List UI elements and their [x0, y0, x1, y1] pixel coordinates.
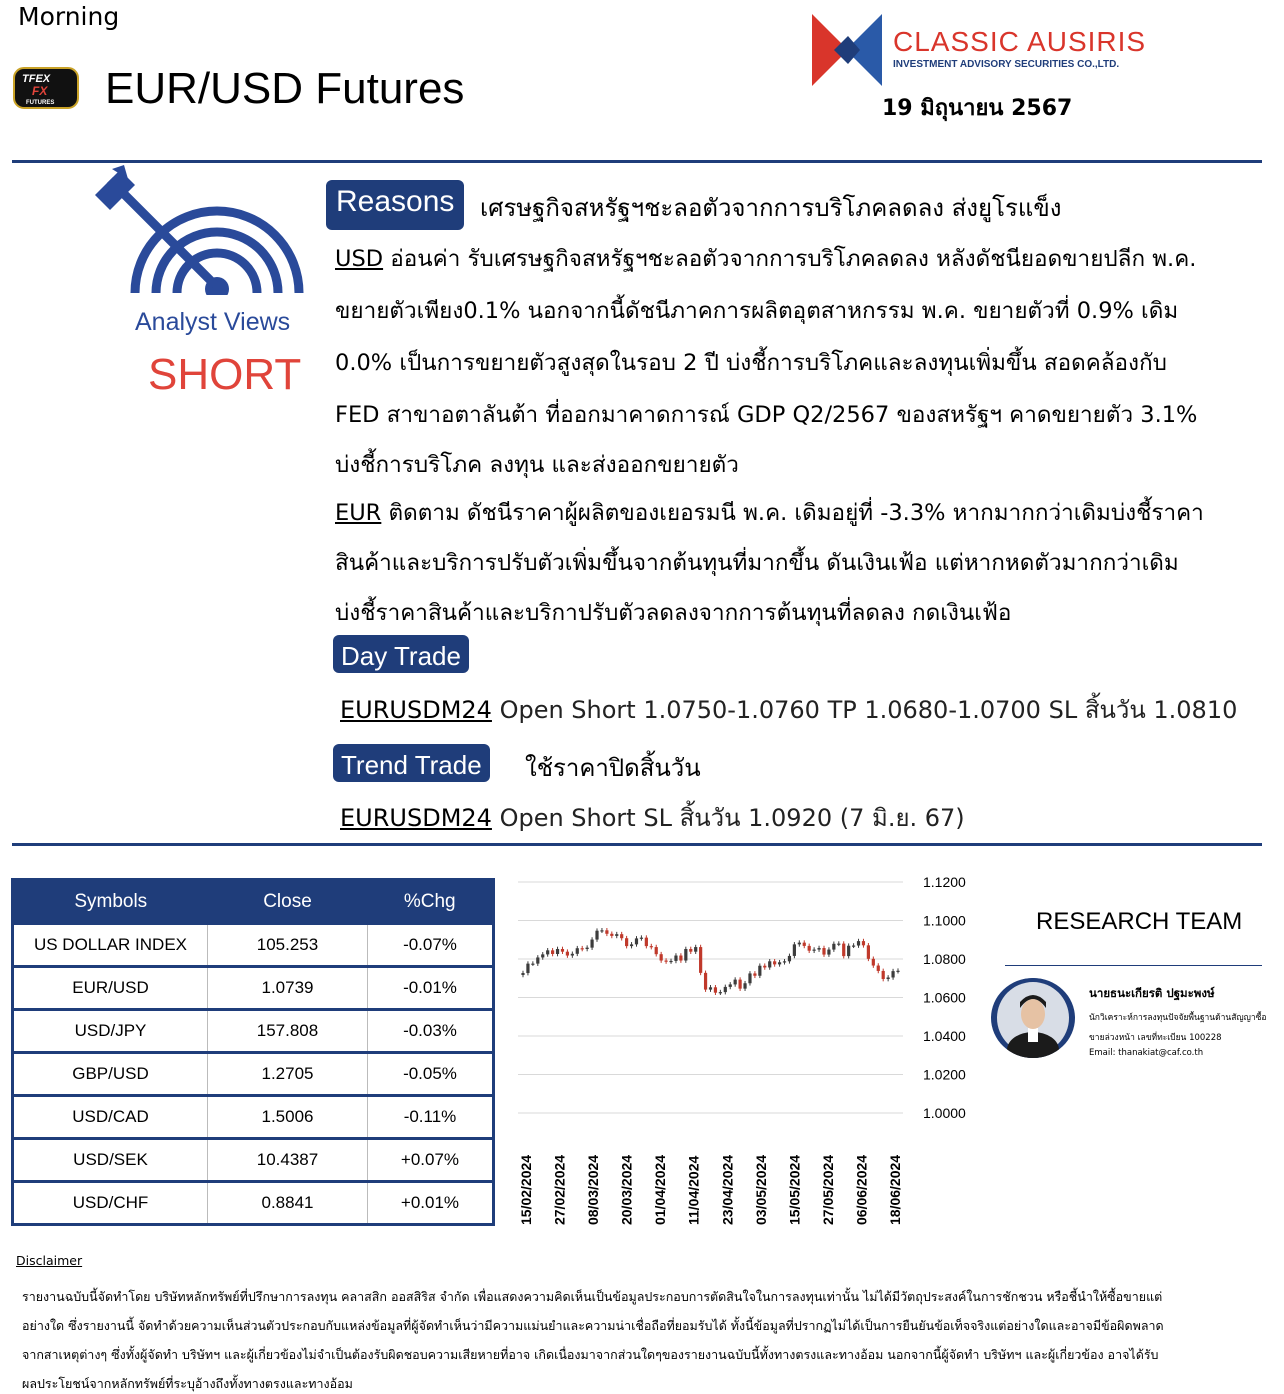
candle-body	[526, 964, 529, 973]
x-tick-label: 27/05/2024	[819, 1154, 836, 1225]
symbol-cell: USD/CHF	[13, 1182, 208, 1225]
x-tick-label: 11/04/2024	[685, 1155, 702, 1225]
table-row	[13, 967, 494, 1010]
chg-cell: -0.05%	[368, 1053, 494, 1096]
day-trade-tag: Day Trade	[333, 635, 469, 673]
candle-body	[847, 946, 850, 956]
candle-body	[788, 956, 791, 961]
candle-body	[778, 962, 781, 964]
candle-body	[536, 957, 539, 963]
candle-body	[852, 946, 855, 947]
candle-body	[610, 934, 613, 936]
usd-paragraph-line: 0.0% เป็นการขยายตัวสูงสุดในรอบ 2 ปี บ่งชี้การบริโภคและลงทุนเพิ่มขึ้น สอดคล้องกับ	[335, 350, 1167, 376]
candle-body	[896, 971, 899, 972]
candle-body	[758, 966, 761, 976]
usd-paragraph-line: ขยายตัวเพียง0.1% นอกจากนี้ดัชนีภาคการผลิตอุตสาหกรรม พ.ค. ขยายตัวที่ 0.9% เดิม	[335, 298, 1179, 324]
candle-body	[531, 964, 534, 965]
candle-body	[743, 983, 746, 988]
company-subtitle: INVESTMENT ADVISORY SECURITIES CO.,LTD.	[893, 59, 1120, 70]
candle-body	[709, 987, 712, 989]
eur-text: ติดตาม ดัชนีราคาผู้ผลิตของเยอรมนี พ.ค. เดิมอยู่ที่ -3.3% หากมากกว่าเดิมบ่งชี้ราคา	[381, 500, 1204, 526]
candle-body	[817, 948, 820, 950]
x-tick-label: 18/06/2024	[887, 1154, 903, 1225]
y-tick-label: 1.0200	[923, 1066, 966, 1083]
close-cell: 1.0739	[208, 967, 368, 1010]
candle-body	[620, 934, 623, 938]
close-cell: 10.4387	[208, 1139, 368, 1182]
y-tick-label: 1.0600	[923, 989, 966, 1006]
chg-cell: +0.07%	[368, 1139, 494, 1182]
day-trade-recommendation	[340, 690, 1237, 729]
symbol-cell: EUR/USD	[13, 967, 208, 1010]
candle-body	[773, 961, 776, 964]
candle-body	[699, 947, 702, 973]
candle-body	[798, 943, 801, 945]
eur-keyword: EUR	[335, 500, 382, 526]
candle-body	[763, 966, 766, 968]
analyst-avatar	[991, 978, 1075, 1058]
candle-body	[803, 943, 806, 946]
x-tick-label: 23/04/2024	[719, 1154, 736, 1225]
table-row	[13, 924, 494, 967]
report-date: 19 มิถุนายน 2567	[882, 96, 1073, 121]
middle-divider	[12, 843, 1262, 846]
table-header-row	[13, 880, 494, 924]
y-tick-label: 1.0800	[923, 951, 966, 967]
candle-body	[734, 980, 737, 985]
candle-body	[650, 946, 653, 947]
usd-keyword: USD	[335, 246, 384, 272]
close-cell: 157.808	[208, 1010, 368, 1053]
candle-body	[600, 930, 603, 931]
candle-body	[576, 948, 579, 954]
x-tick-label: 15/05/2024	[786, 1154, 803, 1225]
candle-body	[768, 961, 771, 967]
candle-body	[793, 944, 796, 956]
candle-body	[605, 930, 608, 933]
close-cell: 0.8841	[208, 1182, 368, 1225]
candle-body	[842, 944, 845, 957]
candle-body	[571, 954, 574, 956]
disclaimer-title: Disclaimer	[16, 1253, 83, 1268]
candle-body	[625, 938, 628, 946]
chg-cell: -0.07%	[368, 924, 494, 967]
candle-body	[877, 966, 880, 971]
candle-body	[694, 947, 697, 952]
disclaimer-body	[22, 1282, 1232, 1394]
candle-body	[546, 950, 549, 954]
candle-body	[783, 961, 786, 962]
usd-text: อ่อนค่า รับเศรษฐกิจสหรัฐฯชะลอตัวจากการบริโภคลดลง หลังดัชนียอดขายปลีก พ.ค.	[383, 246, 1197, 272]
page-title: EUR/USD Futures	[105, 64, 465, 113]
candle-body	[664, 961, 667, 962]
tfex-fx-futures-logo	[12, 62, 80, 112]
trend-trade-tag: Trend Trade	[333, 744, 490, 782]
candle-body	[832, 944, 835, 950]
candle-body	[689, 949, 692, 952]
candle-body	[813, 950, 816, 951]
disclaimer-line: ผลประโยชน์จากหลักทรัพย์ที่ระบุอ้างถึงทั้งทางตรงและทางอ้อม	[22, 1376, 353, 1391]
x-tick-label: 06/06/2024	[853, 1154, 870, 1225]
candle-body	[872, 959, 875, 966]
x-tick-label: 27/02/2024	[551, 1154, 568, 1225]
candle-body	[719, 992, 722, 993]
x-tick-label: 03/05/2024	[752, 1154, 769, 1225]
candle-body	[551, 950, 554, 954]
chg-cell: -0.11%	[368, 1096, 494, 1139]
x-tick-label: 08/03/2024	[585, 1154, 602, 1225]
column-header-close: Close	[208, 880, 368, 924]
day-trade-symbol: EURUSDM24	[340, 696, 492, 724]
x-tick-label: 20/03/2024	[618, 1154, 635, 1225]
eur-paragraph-line: บ่งชี้ราคาสินค้าและบริกาปรับตัวลดลงจากการต้นทุนที่ลดลง กดเงินเฟ้อ	[335, 600, 1012, 626]
analyst-email: Email: thanakiat@caf.co.th	[1089, 1048, 1204, 1058]
candle-body	[837, 944, 840, 945]
candle-body	[630, 944, 633, 946]
candle-body	[586, 948, 589, 949]
candle-body	[724, 987, 727, 992]
column-header-symbols: Symbols	[13, 880, 208, 924]
symbol-cell: US DOLLAR INDEX	[13, 924, 208, 967]
disclaimer-line: รายงานฉบับนี้จัดทำโดย บริษัทหลักทรัพย์ที่ปรึกษาการลงทุน คลาสสิก ออสสิริส จำกัด เพื่อแสดงความคิดเห็นเป็นข้อมูลประกอบการตัดสินใจในการลงทุนเท่านั้น ไม่ได้มีวัตถุประสงค์ในการชักชวน หรือชี้นำให้ซื้อขายแต่	[22, 1289, 1163, 1304]
close-cell: 105.253	[208, 924, 368, 967]
candle-body	[566, 952, 569, 956]
trend-trade-recommendation	[340, 798, 965, 837]
analyst-views-label: Analyst Views	[135, 308, 291, 336]
candle-body	[753, 973, 756, 975]
research-team-divider	[1005, 965, 1262, 966]
table-row	[13, 1182, 494, 1225]
candle-body	[679, 956, 682, 961]
y-tick-label: 1.1200	[923, 874, 966, 890]
usd-paragraph-line: FED สาขาอตาลันต้า ที่ออกมาคาดการณ์ GDP Q2/2567 ของสหรัฐฯ คาดขยายตัว 3.1%	[335, 402, 1198, 428]
x-tick-label: 15/02/2024	[518, 1154, 534, 1225]
chg-cell: +0.01%	[368, 1182, 494, 1225]
chg-cell: -0.03%	[368, 1010, 494, 1053]
company-logo-mark	[812, 14, 882, 86]
candle-body	[581, 948, 584, 949]
symbol-cell: GBP/USD	[13, 1053, 208, 1096]
close-cell: 1.2705	[208, 1053, 368, 1096]
trend-trade-detail: Open Short SL สิ้นวัน 1.0920 (7 มิ.ย. 67)	[491, 804, 965, 832]
y-tick-label: 1.0400	[923, 1028, 966, 1044]
reasons-headline: เศรษฐกิจสหรัฐฯชะลอตัวจากการบริโภคลดลง ส่งยูโรแข็ง	[480, 194, 1062, 222]
usd-paragraph-line: บ่งชี้การบริโภค ลงทุน และส่งออกขยายตัว	[335, 452, 739, 478]
candle-body	[595, 931, 598, 940]
table-row	[13, 1053, 494, 1096]
table-row	[13, 1139, 494, 1182]
candle-body	[704, 973, 707, 990]
candle-body	[561, 949, 564, 952]
table-row	[13, 1010, 494, 1053]
candle-body	[615, 934, 618, 936]
close-cell: 1.5006	[208, 1096, 368, 1139]
candle-body	[739, 980, 742, 989]
research-team-title: RESEARCH TEAM	[1036, 908, 1243, 935]
fx-quotes-table	[11, 878, 495, 1226]
top-divider	[12, 160, 1262, 163]
candle-body	[635, 938, 638, 944]
disclaimer-line: จากสาเหตุต่างๆ ซึ่งทั้งผู้จัดทำ บริษัทฯ และผู้เกี่ยวข้องไม่จำเป็นต้องรับผิดชอบความเสียหายที่อาจ เกิดเนื่องมาจากส่วนใดๆของรายงานฉบับนี้ทั้งทางตรงและทางอ้อม นอกจากนี้ผู้จัดทำ บริษัทฯ และผู้เกี่ยวข้อง อาจได้รับ	[22, 1347, 1159, 1362]
candle-body	[640, 938, 643, 939]
trend-trade-symbol: EURUSDM24	[340, 804, 492, 832]
candle-body	[714, 987, 717, 992]
candle-body	[887, 977, 890, 979]
x-tick-label: 01/04/2024	[652, 1154, 669, 1225]
candle-body	[808, 946, 811, 951]
candle-body	[867, 945, 870, 958]
candle-body	[655, 947, 658, 954]
analyst-name: นายธนะเกียรติ ปฐมะพงษ์	[1089, 986, 1215, 1000]
analyst-view-value: SHORT	[148, 350, 302, 399]
candle-body	[882, 971, 885, 979]
candle-body	[590, 940, 593, 948]
candle-body	[669, 961, 672, 962]
company-name: CLASSIC AUSIRIS	[893, 26, 1147, 57]
fx-logo-text: FX	[32, 84, 48, 98]
candle-body	[827, 950, 830, 955]
symbol-cell: USD/JPY	[13, 1010, 208, 1053]
symbol-cell: USD/SEK	[13, 1139, 208, 1182]
y-tick-label: 1.1000	[923, 912, 966, 929]
column-header-chg: %Chg	[368, 880, 494, 924]
eur-paragraph-line: สินค้าและบริการปรับตัวเพิ่มขึ้นจากต้นทุนที่มากขึ้น ดันเงินเฟ้อ แต่หากหดตัวมากกว่าเดิม	[335, 550, 1179, 576]
eurusd-candlestick-chart	[508, 870, 978, 1230]
chg-cell: -0.01%	[368, 967, 494, 1010]
trend-trade-note: ใช้ราคาปิดสิ้นวัน	[525, 754, 701, 782]
target-arrow-icon	[90, 165, 305, 295]
tfex-logo-text: TFEX	[22, 73, 51, 85]
eur-paragraph-line	[335, 494, 1204, 530]
usd-paragraph-line	[335, 240, 1196, 276]
candle-body	[748, 973, 751, 983]
candle-body	[556, 949, 559, 954]
y-tick-label: 1.0000	[923, 1105, 966, 1121]
futures-logo-text: FUTURES	[26, 100, 55, 106]
candle-body	[521, 973, 524, 975]
reasons-tag: Reasons	[326, 180, 464, 230]
disclaimer-line: อย่างใด ซึ่งรายงานนี้ จัดทำด้วยความเห็นส่วนตัวประกอบกับแหล่งข้อมูลที่ผู้จัดทำเห็นว่ามีความแม่นยำและความน่าเชื่อถือที่ยอมรับได้ ทั้งนี้ข้อมูลที่ปรากฏไม่ได้เป็นการยืนยันข้อเท็จจริงแต่อย่างใดและอาจมีข้อผิดพลาด	[22, 1318, 1164, 1333]
symbol-cell: USD/CAD	[13, 1096, 208, 1139]
candle-body	[891, 971, 894, 977]
candle-body	[857, 941, 860, 945]
candle-body	[729, 984, 732, 987]
report-kicker: Morning	[18, 2, 120, 31]
day-trade-detail: Open Short 1.0750-1.0760 TP 1.0680-1.0700 SL สิ้นวัน 1.0810	[491, 696, 1238, 724]
candle-body	[660, 954, 663, 960]
table-row	[13, 1096, 494, 1139]
candle-body	[645, 938, 648, 946]
candle-body	[541, 954, 544, 957]
candle-body	[822, 948, 825, 955]
candle-body	[862, 941, 865, 945]
candle-body	[684, 949, 687, 961]
candle-body	[674, 956, 677, 961]
analyst-role: นักวิเคราะห์การลงทุนปัจจัยพื้นฐานด้านสัญญาซื้อขายล่วงหน้า เลขที่ทะเบียน 100228	[1089, 1013, 1267, 1043]
